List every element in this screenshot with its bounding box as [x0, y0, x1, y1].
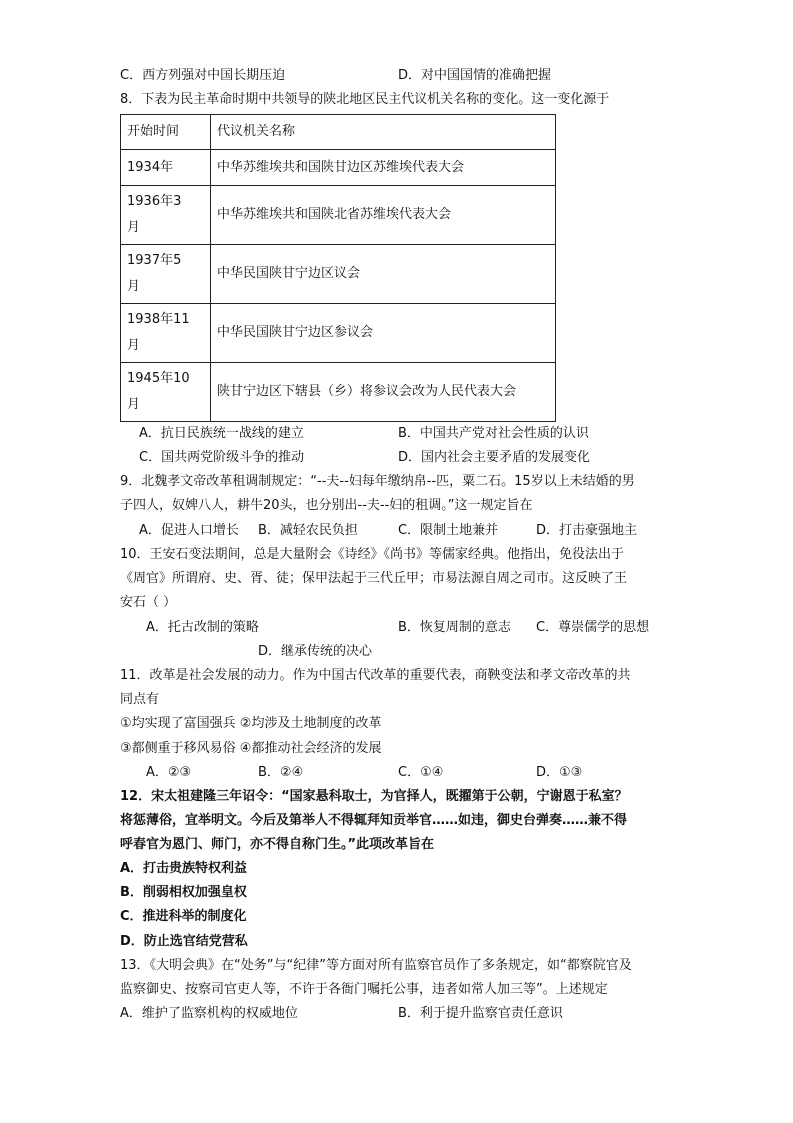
table-row — [121, 150, 556, 186]
question-stem: 10．王安石变法期间，总是大量附会《诗经》《尚书》等儒家经典。他指出，免役法出于 — [120, 547, 625, 562]
option-a: A．抗日民族统一战线的建立 — [139, 426, 304, 441]
option-b: B．恢复周制的意志 — [398, 620, 511, 635]
table-cell-time — [121, 304, 211, 363]
option-d: D．对中国国情的准确把握 — [398, 68, 552, 83]
question-stem: 8．下表为民主革命时期中共领导的陕北地区民主代议机关名称的变化。这一变化源于 — [120, 92, 610, 107]
question-stem: 监察御史、按察司官吏人等，不许于各衙门嘱托公事，违者如常人加三等”。上述规定 — [120, 982, 608, 997]
option-d: D．继承传统的决心 — [258, 644, 373, 659]
statement-line: ①均实现了富国强兵 ②均涉及土地制度的改革 — [120, 716, 382, 731]
table-cell-name: 中华民国陕甘宁边区参议会 — [211, 304, 556, 363]
table-cell-time — [121, 186, 211, 245]
statement-line: ③都侧重于移风易俗 ④都推动社会经济的发展 — [120, 741, 382, 756]
question-stem: 呼春官为恩门、师门，亦不得自称门生。”此项改革旨在 — [120, 837, 435, 852]
time-text: 1934年 — [127, 159, 174, 175]
option-b: B．②④ — [258, 765, 304, 780]
table-cell-time — [121, 150, 211, 186]
option-c: C．推进科举的制度化 — [120, 909, 247, 924]
table-cell-time — [121, 245, 211, 304]
option-c: C．西方列强对中国长期压迫 — [120, 68, 286, 83]
time-text: 1945年10 — [127, 371, 190, 386]
option-a: A．维护了监察机构的权威地位 — [120, 1006, 298, 1021]
table-row — [121, 186, 556, 245]
option-b: B．减轻农民负担 — [258, 523, 358, 538]
option-b: B．利于提升监察官责任意识 — [398, 1006, 563, 1021]
option-a: A．托古改制的策略 — [146, 620, 259, 635]
time-text: 1937年5 — [127, 253, 182, 268]
question-stem: 《周官》所谓府、史、胥、徒；保甲法起于三代丘甲；市易法源自周之司市。这反映了王 — [120, 571, 628, 586]
table-cell-name: 中华苏维埃共和国陕甘边区苏维埃代表大会 — [211, 150, 556, 186]
table-cell-time — [121, 363, 211, 422]
option-d: D．国内社会主要矛盾的发展变化 — [398, 450, 591, 465]
option-c: C．尊崇儒学的思想 — [536, 620, 650, 635]
option-d: D．打击豪强地主 — [536, 523, 638, 538]
question-stem: 安石（ ） — [120, 595, 177, 610]
option-a: A．促进人口增长 — [139, 523, 239, 538]
time-text: 月 — [127, 397, 141, 412]
option-a: A．打击贵族特权利益 — [120, 861, 248, 876]
table-header-row — [121, 115, 556, 150]
table-row — [121, 245, 556, 304]
question-stem: 子四人，奴婢八人，耕牛20头，也分别出--夫--妇的租调。”这一规定旨在 — [120, 498, 533, 513]
table-row — [121, 363, 556, 422]
table-cell-name: 陕甘宁边区下辖县（乡）将参议会改为人民代表大会 — [211, 363, 556, 422]
question-stem: 12．宋太祖建隆三年诏令：“国家悬科取士，为官择人，既擢第于公朝，宁谢恩于私室？ — [120, 789, 628, 804]
table-header-cell: 代议机关名称 — [211, 115, 556, 150]
option-b: B．削弱相权加强皇权 — [120, 885, 247, 900]
option-b: B．中国共产党对社会性质的认识 — [398, 426, 589, 441]
representative-body-table — [120, 114, 556, 422]
time-text: 1936年3 — [127, 194, 182, 209]
option-c: C．限制土地兼并 — [398, 523, 499, 538]
time-text: 月 — [127, 338, 141, 353]
question-stem: 13．《大明会典》在“处务”与“纪律”等方面对所有监察官员作了多条规定，如“都察院官及 — [120, 958, 632, 973]
question-stem: 将惩薄俗，宜举明文。今后及第举人不得辄拜知贡举官……如违，御史台弹奏……兼不得 — [120, 813, 628, 828]
option-a: A．②③ — [146, 765, 192, 780]
table-cell-name: 中华民国陕甘宁边区议会 — [211, 245, 556, 304]
time-text: 1938年11 — [127, 312, 190, 327]
question-stem: 9．北魏孝文帝改革租调制规定：“--夫--妇每年缴纳帛--匹，粟二石。15岁以上未结婚的男 — [120, 474, 635, 489]
question-stem: 11．改革是社会发展的动力。作为中国古代改革的重要代表，商鞅变法和孝文帝改革的共 — [120, 668, 631, 683]
option-d: D．防止选官结党营私 — [120, 934, 248, 949]
time-text: 月 — [127, 279, 141, 294]
table-cell-name: 中华苏维埃共和国陕北省苏维埃代表大会 — [211, 186, 556, 245]
option-d: D．①③ — [536, 765, 583, 780]
table-row — [121, 304, 556, 363]
question-stem: 同点有 — [120, 692, 160, 707]
table-header-cell: 开始时间 — [121, 115, 211, 150]
option-c: C．①④ — [398, 765, 444, 780]
option-c: C．国共两党阶级斗争的推动 — [139, 450, 305, 465]
time-text: 月 — [127, 220, 141, 235]
